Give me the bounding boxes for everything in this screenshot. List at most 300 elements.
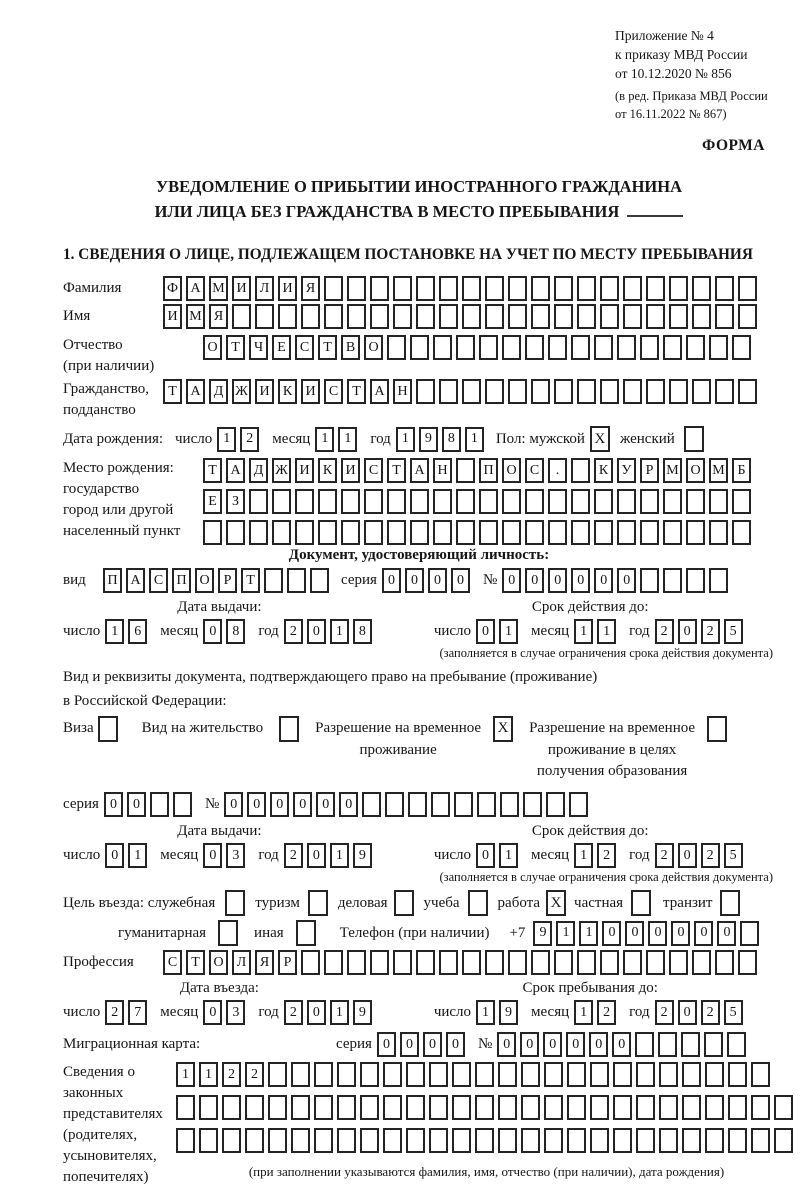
char-cell[interactable]: 1 [330,1000,349,1025]
char-cell[interactable] [715,304,734,329]
char-cell[interactable]: 0 [405,568,424,593]
char-cell[interactable] [669,379,688,404]
char-cell[interactable]: О [364,335,383,360]
char-cell[interactable] [387,520,406,545]
char-cell[interactable] [544,1128,563,1153]
char-cell[interactable]: 0 [400,1032,419,1057]
birthplace-field-row2[interactable] [203,489,755,514]
char-cell[interactable] [636,1128,655,1153]
char-cell[interactable]: 0 [543,1032,562,1057]
char-cell[interactable] [704,1032,723,1057]
char-cell[interactable] [245,1128,264,1153]
char-cell[interactable]: О [686,458,705,483]
char-cell[interactable] [295,520,314,545]
char-cell[interactable]: 0 [339,792,358,817]
char-cell[interactable]: 0 [247,792,266,817]
char-cell[interactable]: 2 [597,843,616,868]
char-cell[interactable] [640,489,659,514]
char-cell[interactable]: С [163,950,182,975]
char-cell[interactable] [498,1128,517,1153]
char-cell[interactable] [508,276,527,301]
char-cell[interactable] [272,489,291,514]
char-cell[interactable]: А [370,379,389,404]
char-cell[interactable] [199,1095,218,1120]
char-cell[interactable] [521,1062,540,1087]
char-cell[interactable] [485,379,504,404]
char-cell[interactable]: С [295,335,314,360]
char-cell[interactable] [738,276,757,301]
doc-issue-year-field[interactable] [284,619,376,644]
char-cell[interactable] [682,1095,701,1120]
char-cell[interactable] [475,1095,494,1120]
char-cell[interactable]: 0 [451,568,470,593]
char-cell[interactable]: 5 [724,843,743,868]
char-cell[interactable]: С [525,458,544,483]
char-cell[interactable]: 8 [353,619,372,644]
char-cell[interactable] [347,304,366,329]
char-cell[interactable]: 1 [315,427,334,452]
char-cell[interactable] [456,458,475,483]
char-cell[interactable]: П [479,458,498,483]
char-cell[interactable]: 1 [556,921,575,946]
char-cell[interactable] [658,1032,677,1057]
char-cell[interactable] [301,950,320,975]
char-cell[interactable]: М [709,458,728,483]
birth-month-field[interactable] [315,427,361,452]
char-cell[interactable] [360,1128,379,1153]
char-cell[interactable] [548,335,567,360]
char-cell[interactable] [692,304,711,329]
char-cell[interactable] [433,335,452,360]
char-cell[interactable] [314,1128,333,1153]
char-cell[interactable] [341,520,360,545]
char-cell[interactable]: О [195,568,214,593]
char-cell[interactable] [347,950,366,975]
char-cell[interactable] [475,1128,494,1153]
char-cell[interactable] [663,335,682,360]
representatives-field-row3[interactable] [176,1128,797,1153]
char-cell[interactable]: 0 [678,1000,697,1025]
char-cell[interactable] [646,304,665,329]
char-cell[interactable]: 1 [476,1000,495,1025]
char-cell[interactable] [295,489,314,514]
char-cell[interactable]: 9 [499,1000,518,1025]
char-cell[interactable] [646,379,665,404]
permit-valid-day-field[interactable] [476,843,522,868]
char-cell[interactable]: 0 [678,619,697,644]
char-cell[interactable] [268,1062,287,1087]
char-cell[interactable] [452,1062,471,1087]
char-cell[interactable] [347,276,366,301]
char-cell[interactable]: 8 [226,619,245,644]
doc-issue-day-field[interactable] [105,619,151,644]
char-cell[interactable]: Т [163,379,182,404]
char-cell[interactable] [341,489,360,514]
char-cell[interactable] [577,304,596,329]
char-cell[interactable]: 1 [499,843,518,868]
char-cell[interactable]: П [172,568,191,593]
char-cell[interactable] [232,304,251,329]
char-cell[interactable]: К [594,458,613,483]
char-cell[interactable] [525,335,544,360]
char-cell[interactable]: 1 [574,619,593,644]
char-cell[interactable]: Т [203,458,222,483]
char-cell[interactable] [590,1095,609,1120]
char-cell[interactable] [546,792,565,817]
char-cell[interactable] [176,1128,195,1153]
char-cell[interactable] [740,921,759,946]
birthplace-field-row1[interactable] [203,458,755,483]
char-cell[interactable] [268,1095,287,1120]
char-cell[interactable] [431,792,450,817]
stay-month-field[interactable] [574,1000,620,1025]
char-cell[interactable]: Ч [249,335,268,360]
char-cell[interactable]: Н [393,379,412,404]
char-cell[interactable] [525,489,544,514]
char-cell[interactable]: 5 [724,1000,743,1025]
sex-female-checkbox[interactable] [684,426,704,452]
stay-day-field[interactable] [476,1000,522,1025]
char-cell[interactable] [176,1095,195,1120]
char-cell[interactable]: 0 [476,619,495,644]
char-cell[interactable] [571,335,590,360]
char-cell[interactable]: 5 [724,619,743,644]
char-cell[interactable] [663,489,682,514]
char-cell[interactable] [456,489,475,514]
char-cell[interactable] [594,489,613,514]
char-cell[interactable] [324,950,343,975]
char-cell[interactable] [636,1062,655,1087]
char-cell[interactable] [554,950,573,975]
char-cell[interactable] [659,1095,678,1120]
char-cell[interactable] [727,1032,746,1057]
char-cell[interactable] [623,304,642,329]
char-cell[interactable]: Б [732,458,751,483]
char-cell[interactable]: 9 [353,1000,372,1025]
char-cell[interactable] [291,1062,310,1087]
temp-residence-checkbox[interactable]: X [493,716,513,742]
char-cell[interactable]: . [548,458,567,483]
char-cell[interactable] [692,950,711,975]
name-field[interactable] [163,304,761,329]
char-cell[interactable] [150,792,169,817]
char-cell[interactable] [613,1095,632,1120]
char-cell[interactable] [429,1128,448,1153]
char-cell[interactable] [337,1128,356,1153]
char-cell[interactable] [709,335,728,360]
char-cell[interactable]: 0 [382,568,401,593]
char-cell[interactable] [728,1128,747,1153]
char-cell[interactable] [456,335,475,360]
char-cell[interactable] [502,335,521,360]
char-cell[interactable] [360,1095,379,1120]
char-cell[interactable]: 0 [307,843,326,868]
char-cell[interactable]: 0 [203,1000,222,1025]
char-cell[interactable] [686,489,705,514]
char-cell[interactable] [383,1062,402,1087]
doc-type-field[interactable] [103,568,333,593]
char-cell[interactable] [508,950,527,975]
char-cell[interactable] [439,304,458,329]
char-cell[interactable] [337,1062,356,1087]
char-cell[interactable]: 0 [612,1032,631,1057]
char-cell[interactable] [640,520,659,545]
char-cell[interactable] [222,1128,241,1153]
char-cell[interactable] [310,568,329,593]
char-cell[interactable] [502,489,521,514]
char-cell[interactable] [577,276,596,301]
char-cell[interactable] [523,792,542,817]
char-cell[interactable]: 0 [428,568,447,593]
char-cell[interactable]: И [163,304,182,329]
char-cell[interactable]: Я [209,304,228,329]
char-cell[interactable]: 0 [127,792,146,817]
char-cell[interactable] [640,568,659,593]
char-cell[interactable] [452,1128,471,1153]
char-cell[interactable] [577,950,596,975]
char-cell[interactable] [669,276,688,301]
char-cell[interactable] [544,1095,563,1120]
char-cell[interactable]: Д [249,458,268,483]
char-cell[interactable] [732,489,751,514]
char-cell[interactable] [226,520,245,545]
char-cell[interactable] [249,520,268,545]
char-cell[interactable] [531,950,550,975]
purpose-humanitarian-checkbox[interactable] [218,920,238,946]
char-cell[interactable] [623,950,642,975]
patronymic-field[interactable] [203,335,755,360]
permit-series-field[interactable] [104,792,196,817]
char-cell[interactable] [502,520,521,545]
char-cell[interactable] [406,1095,425,1120]
visa-checkbox[interactable] [98,716,118,742]
char-cell[interactable]: 9 [533,921,552,946]
char-cell[interactable]: И [278,276,297,301]
char-cell[interactable] [383,1128,402,1153]
char-cell[interactable] [669,304,688,329]
char-cell[interactable]: У [617,458,636,483]
char-cell[interactable]: 0 [678,843,697,868]
char-cell[interactable] [554,276,573,301]
char-cell[interactable] [751,1062,770,1087]
char-cell[interactable]: 1 [499,619,518,644]
char-cell[interactable]: 8 [442,427,461,452]
char-cell[interactable] [364,520,383,545]
char-cell[interactable] [705,1128,724,1153]
birth-year-field[interactable] [396,427,488,452]
migration-number-field[interactable] [497,1032,750,1057]
representatives-field-row2[interactable] [176,1095,797,1120]
char-cell[interactable] [525,520,544,545]
char-cell[interactable]: 1 [199,1062,218,1087]
char-cell[interactable] [362,792,381,817]
temp-residence-edu-checkbox[interactable] [707,716,727,742]
char-cell[interactable] [738,950,757,975]
char-cell[interactable] [600,276,619,301]
char-cell[interactable] [751,1095,770,1120]
purpose-private-checkbox[interactable] [631,890,651,916]
char-cell[interactable]: 0 [548,568,567,593]
char-cell[interactable] [774,1128,793,1153]
permit-issue-year-field[interactable] [284,843,376,868]
char-cell[interactable] [387,335,406,360]
char-cell[interactable]: Т [241,568,260,593]
char-cell[interactable]: 0 [203,843,222,868]
char-cell[interactable] [416,304,435,329]
char-cell[interactable]: 1 [338,427,357,452]
char-cell[interactable] [222,1095,241,1120]
char-cell[interactable]: 0 [307,1000,326,1025]
char-cell[interactable] [485,950,504,975]
char-cell[interactable]: 2 [655,619,674,644]
char-cell[interactable]: 0 [307,619,326,644]
char-cell[interactable]: 0 [203,619,222,644]
char-cell[interactable] [291,1095,310,1120]
representatives-field-row1[interactable] [176,1062,797,1087]
char-cell[interactable] [663,568,682,593]
char-cell[interactable]: Д [209,379,228,404]
char-cell[interactable] [416,950,435,975]
char-cell[interactable] [738,304,757,329]
char-cell[interactable]: 7 [128,1000,147,1025]
char-cell[interactable]: К [278,379,297,404]
char-cell[interactable]: 2 [701,1000,720,1025]
char-cell[interactable] [521,1095,540,1120]
char-cell[interactable]: И [232,276,251,301]
char-cell[interactable]: 2 [655,1000,674,1025]
char-cell[interactable]: Е [272,335,291,360]
char-cell[interactable] [393,276,412,301]
char-cell[interactable] [255,304,274,329]
char-cell[interactable]: О [203,335,222,360]
char-cell[interactable]: Е [203,489,222,514]
char-cell[interactable] [500,792,519,817]
char-cell[interactable]: М [209,276,228,301]
char-cell[interactable] [521,1128,540,1153]
char-cell[interactable]: 0 [105,843,124,868]
char-cell[interactable] [646,276,665,301]
profession-field[interactable] [163,950,761,975]
char-cell[interactable]: 0 [671,921,690,946]
char-cell[interactable]: А [126,568,145,593]
char-cell[interactable]: 0 [270,792,289,817]
char-cell[interactable]: О [209,950,228,975]
char-cell[interactable]: И [295,458,314,483]
char-cell[interactable] [406,1128,425,1153]
char-cell[interactable]: С [364,458,383,483]
migration-series-field[interactable] [377,1032,469,1057]
char-cell[interactable]: 0 [625,921,644,946]
char-cell[interactable]: 2 [597,1000,616,1025]
char-cell[interactable]: 0 [525,568,544,593]
char-cell[interactable] [571,458,590,483]
char-cell[interactable]: 2 [701,843,720,868]
char-cell[interactable]: 0 [602,921,621,946]
char-cell[interactable] [199,1128,218,1153]
char-cell[interactable]: 1 [176,1062,195,1087]
char-cell[interactable]: 1 [396,427,415,452]
char-cell[interactable]: 1 [574,1000,593,1025]
char-cell[interactable] [732,520,751,545]
purpose-other-checkbox[interactable] [296,920,316,946]
doc-valid-month-field[interactable] [574,619,620,644]
char-cell[interactable]: 0 [589,1032,608,1057]
char-cell[interactable] [416,379,435,404]
char-cell[interactable] [410,520,429,545]
char-cell[interactable]: Я [301,276,320,301]
char-cell[interactable] [387,489,406,514]
char-cell[interactable]: 0 [617,568,636,593]
char-cell[interactable]: И [341,458,360,483]
char-cell[interactable] [268,1128,287,1153]
phone-field[interactable] [533,921,763,946]
char-cell[interactable]: 0 [224,792,243,817]
char-cell[interactable] [429,1062,448,1087]
char-cell[interactable] [508,379,527,404]
char-cell[interactable] [475,1062,494,1087]
char-cell[interactable]: С [149,568,168,593]
char-cell[interactable] [385,792,404,817]
char-cell[interactable] [705,1095,724,1120]
char-cell[interactable]: 0 [648,921,667,946]
char-cell[interactable] [278,304,297,329]
char-cell[interactable]: 1 [597,619,616,644]
char-cell[interactable] [686,520,705,545]
char-cell[interactable]: 0 [694,921,713,946]
char-cell[interactable]: Т [186,950,205,975]
purpose-transit-checkbox[interactable] [720,890,740,916]
char-cell[interactable]: 2 [284,843,303,868]
char-cell[interactable] [360,1062,379,1087]
char-cell[interactable]: Л [255,276,274,301]
char-cell[interactable] [669,950,688,975]
char-cell[interactable] [264,568,283,593]
birth-day-field[interactable] [217,427,263,452]
char-cell[interactable]: Т [318,335,337,360]
char-cell[interactable] [571,520,590,545]
char-cell[interactable] [640,335,659,360]
char-cell[interactable]: 0 [316,792,335,817]
char-cell[interactable] [324,304,343,329]
char-cell[interactable] [613,1062,632,1087]
char-cell[interactable] [272,520,291,545]
char-cell[interactable]: Л [232,950,251,975]
char-cell[interactable]: П [103,568,122,593]
char-cell[interactable] [433,489,452,514]
char-cell[interactable]: 2 [701,619,720,644]
char-cell[interactable] [477,792,496,817]
char-cell[interactable] [692,276,711,301]
char-cell[interactable] [613,1128,632,1153]
char-cell[interactable] [659,1128,678,1153]
char-cell[interactable]: 9 [353,843,372,868]
char-cell[interactable] [324,276,343,301]
char-cell[interactable] [406,1062,425,1087]
char-cell[interactable]: 0 [423,1032,442,1057]
char-cell[interactable] [485,304,504,329]
permit-valid-month-field[interactable] [574,843,620,868]
char-cell[interactable]: Ф [163,276,182,301]
char-cell[interactable]: М [186,304,205,329]
char-cell[interactable] [594,520,613,545]
char-cell[interactable]: 1 [217,427,236,452]
stay-year-field[interactable] [655,1000,747,1025]
char-cell[interactable] [245,1095,264,1120]
char-cell[interactable] [692,379,711,404]
permit-valid-year-field[interactable] [655,843,747,868]
char-cell[interactable]: Т [226,335,245,360]
char-cell[interactable] [728,1095,747,1120]
